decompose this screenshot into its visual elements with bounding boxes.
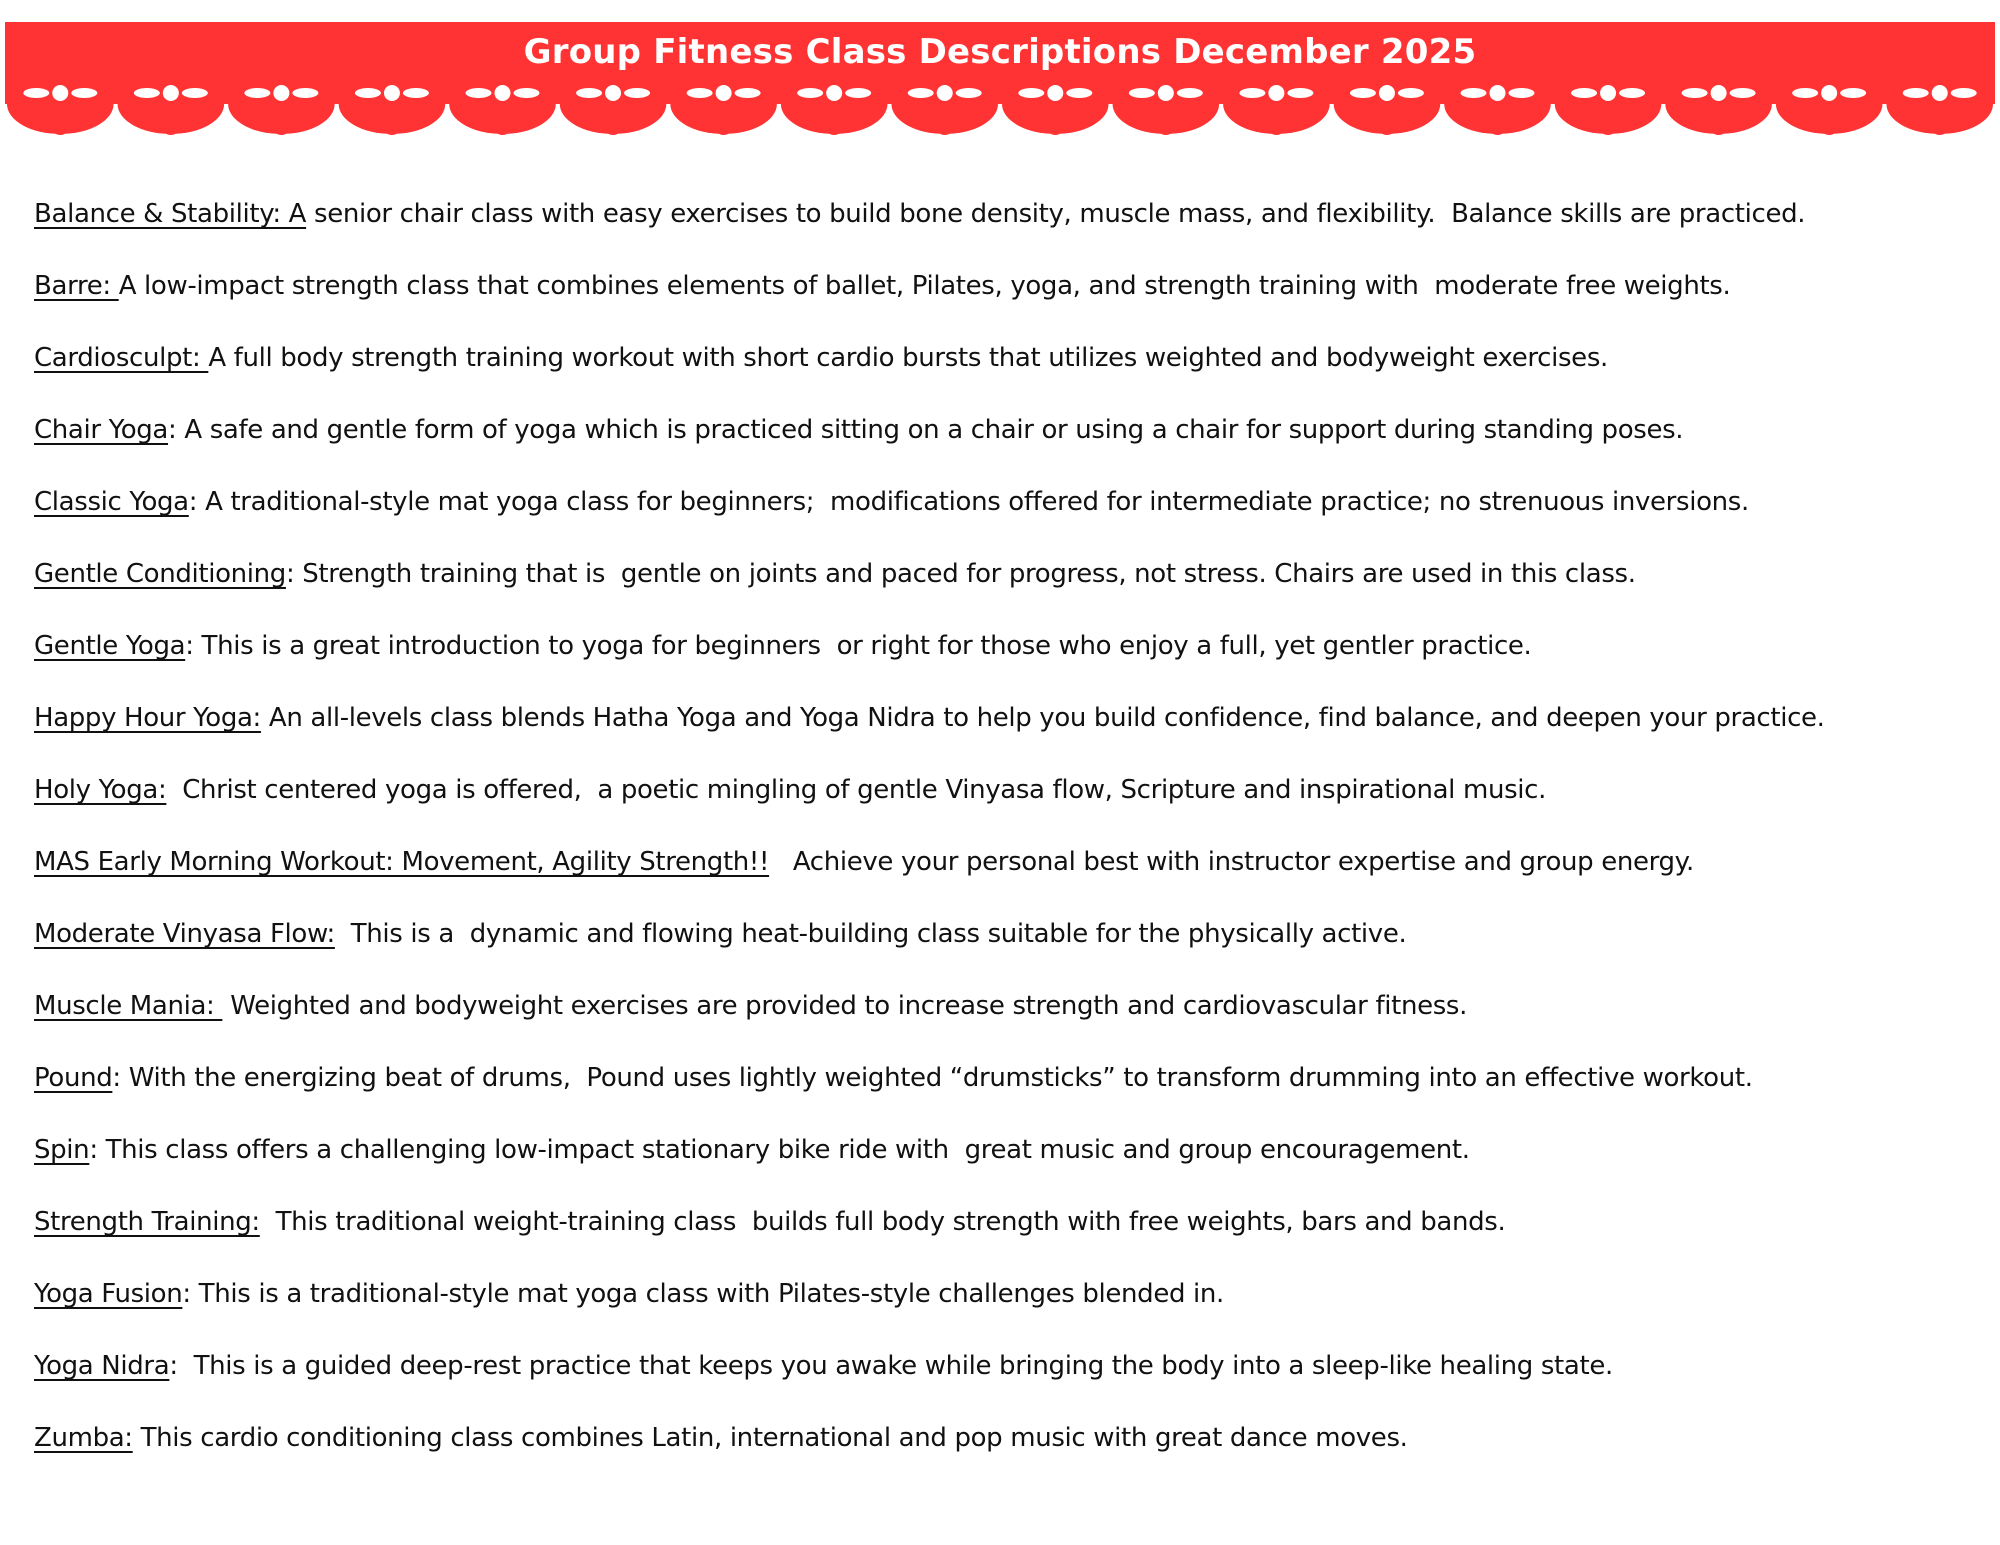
lace-dot [1711, 85, 1727, 101]
banner-scallop-bump [399, 112, 417, 130]
banner-scallop-bump [1726, 112, 1744, 130]
lace-dot [384, 85, 400, 101]
class-description: : This is a guided deep-rest practice that keeps you awake while bringing the body into a sleep-like healing state. [169, 1351, 1613, 1381]
banner-scallop-bump [1030, 112, 1048, 130]
lace-petal [1682, 88, 1708, 98]
banner-scallop-bump [51, 117, 69, 135]
banner-scallop-bump [1583, 112, 1601, 130]
banner-scallop-bump [1046, 117, 1064, 135]
banner-scallop-bump [952, 112, 970, 130]
banner-scallop-bump [1410, 107, 1428, 125]
banner-scallop-bump [383, 117, 401, 135]
lace-petal [403, 88, 429, 98]
banner-scallop-bump [1078, 107, 1096, 125]
banner-scallop-bump [1788, 107, 1806, 125]
banner-scallop-bump [1283, 112, 1301, 130]
banner-scallop-bump [304, 107, 322, 125]
banner-scallop-bump [67, 112, 85, 130]
lace-dot [495, 85, 511, 101]
lace-petal [1129, 88, 1155, 98]
class-description: This cardio conditioning class combines Latin, international and pop music with great dance moves. [132, 1423, 1408, 1453]
class-description: A full body strength training workout with short cardio bursts that utilizes weighted and bodyweight exercises. [208, 343, 1608, 373]
banner-scallop-bump [699, 112, 717, 130]
lace-petal [1398, 88, 1424, 98]
class-name: Spin [34, 1135, 90, 1165]
banner-scallop-bump [1062, 112, 1080, 130]
banner-scallop-bump [1947, 112, 1965, 130]
banner-scallop-bump [1489, 117, 1507, 135]
banner-scallop-bump [288, 112, 306, 130]
banner-scallop-bump [1836, 112, 1854, 130]
banner-scallop-bump [1820, 117, 1838, 135]
class-description: : With the energizing beat of drums, Pound uses lightly weighted “drumsticks” to transform drumming into an effective workout. [112, 1063, 1753, 1093]
class-entry [34, 695, 1984, 767]
banner-scallop-bump [604, 117, 622, 135]
class-entry [34, 1415, 1984, 1487]
lace-dot [1268, 85, 1284, 101]
banner-scallop-bump [715, 117, 733, 135]
banner-scallop-bump [1931, 117, 1949, 135]
class-entry [34, 335, 1984, 407]
lace-petal [797, 88, 823, 98]
banner-scallop-bump [1473, 112, 1491, 130]
banner-scallop-bump [747, 107, 765, 125]
lace-petal [182, 88, 208, 98]
lace-petal [1951, 88, 1977, 98]
lace-petal [1903, 88, 1929, 98]
class-description: : This is a traditional-style mat yoga class with Pilates-style challenges blended in. [182, 1279, 1224, 1309]
class-name: Gentle Yoga [34, 631, 186, 661]
class-name: Balance & Stability: A [34, 199, 307, 229]
lace-dot [716, 85, 732, 101]
class-name: Chair Yoga [34, 415, 169, 445]
banner-scallop-bump [351, 107, 369, 125]
lace-dot [937, 85, 953, 101]
class-name: MAS Early Morning Workout: Movement, Agility Strength!! [34, 847, 770, 877]
class-name: Barre: [34, 271, 119, 301]
class-entry [34, 767, 1984, 839]
banner-scallop-bump [904, 107, 922, 125]
banner-scallop-bump [857, 107, 875, 125]
lace-petal [1177, 88, 1203, 98]
banner-scallop-bump [1915, 112, 1933, 130]
class-entry [34, 839, 1984, 911]
lace-petal [134, 88, 160, 98]
banner-scallop-bump [572, 107, 590, 125]
class-description: : A safe and gentle form of yoga which is practiced sitting on a chair or using a chair for support during standing poses. [168, 415, 1684, 445]
lace-petal [908, 88, 934, 98]
class-description: : A traditional-style mat yoga class for beginners; modifications offered for intermediate practice; no strenuous inversions. [188, 487, 1749, 517]
lace-petal [956, 88, 982, 98]
banner-scallop-bump [1567, 107, 1585, 125]
banner-scallop-bump [1173, 112, 1191, 130]
banner-scallop-bump [415, 107, 433, 125]
lace-petal [466, 88, 492, 98]
header-banner [5, 22, 1995, 140]
banner-scallop-bump [1804, 112, 1822, 130]
banner-scallop-bump [1394, 112, 1412, 130]
class-description: : This is a great introduction to yoga for beginners or right for those who enjoy a full, yet gentler practice. [185, 631, 1532, 661]
banner-scallop-bump [825, 117, 843, 135]
lace-petal [23, 88, 49, 98]
banner-scallop-bump [793, 107, 811, 125]
class-description: senior chair class with easy exercises to build bone density, muscle mass, and flexibility. Balance skills are practiced. [306, 199, 1806, 229]
lace-dot [605, 85, 621, 101]
class-description: Achieve your personal best with instructor expertise and group energy. [769, 847, 1694, 877]
lace-petal [735, 88, 761, 98]
lace-dot [52, 85, 68, 101]
class-entry [34, 479, 1984, 551]
banner-scallop-bump [1235, 107, 1253, 125]
banner-scallop-bump [1694, 112, 1712, 130]
banner-scallop-bump [1157, 117, 1175, 135]
class-name: Gentle Conditioning [34, 559, 286, 589]
class-name: Happy Hour Yoga: [34, 703, 261, 733]
class-entry [34, 191, 1984, 263]
banner-scallop-bump [194, 107, 212, 125]
lace-petal [1509, 88, 1535, 98]
lace-dot [1379, 85, 1395, 101]
banner-scallop-bump [1852, 107, 1870, 125]
banner-scallop-bump [731, 112, 749, 130]
lace-dot [163, 85, 179, 101]
banner-scallop-bump [1378, 117, 1396, 135]
lace-petal [845, 88, 871, 98]
class-name: Yoga Fusion [34, 1279, 183, 1309]
lace-petal [1350, 88, 1376, 98]
banner-scallop-bump [636, 107, 654, 125]
lace-dot [1490, 85, 1506, 101]
class-description: Weighted and bodyweight exercises are provided to increase strength and cardiovascular fitness. [222, 991, 1468, 1021]
banner-scallop-bump [1963, 107, 1981, 125]
banner-scallop-bump [968, 107, 986, 125]
banner-scallop-bump [1346, 107, 1364, 125]
class-description: This is a dynamic and flowing heat-building class suitable for the physically active. [334, 919, 1407, 949]
lace-petal [576, 88, 602, 98]
banner-scallop-bump [1742, 107, 1760, 125]
banner-scallop-bump [1014, 107, 1032, 125]
lace-petal [1239, 88, 1265, 98]
banner-scallop-bump [1299, 107, 1317, 125]
banner-scallop-bump [178, 112, 196, 130]
class-name: Yoga Nidra [34, 1351, 170, 1381]
lace-petal [1461, 88, 1487, 98]
class-name: Pound [34, 1063, 113, 1093]
lace-petal [1571, 88, 1597, 98]
banner-scallop-bump [1678, 107, 1696, 125]
banner-scallop-bump [620, 112, 638, 130]
lace-petal [624, 88, 650, 98]
lace-dot [1047, 85, 1063, 101]
banner-scallop-bump [256, 112, 274, 130]
lace-dot [826, 85, 842, 101]
lace-dot [1158, 85, 1174, 101]
class-name: Holy Yoga: [34, 775, 167, 805]
class-description: : Strength training that is gentle on joints and paced for progress, not stress. Chairs are used in this class. [285, 559, 1636, 589]
class-entry [34, 623, 1984, 695]
class-name: Classic Yoga [34, 487, 189, 517]
lace-petal [355, 88, 381, 98]
class-entry [34, 911, 1984, 983]
lace-petal [1287, 88, 1313, 98]
class-description: This traditional weight-training class builds full body strength with free weights, bars and bands. [259, 1207, 1506, 1237]
class-entry [34, 1343, 1984, 1415]
class-entry [34, 1199, 1984, 1271]
banner-scallop-bump [272, 117, 290, 135]
banner-scallop-bump [936, 117, 954, 135]
banner-scallop-bump [1189, 107, 1207, 125]
class-description: Christ centered yoga is offered, a poetic mingling of gentle Vinyasa flow, Scripture and inspirational music. [166, 775, 1547, 805]
class-name: Zumba: [34, 1423, 133, 1453]
banner-scallop-bump [1362, 112, 1380, 130]
banner-scallop-bump [1899, 107, 1917, 125]
class-description-list [34, 191, 1984, 1487]
banner-scallop-bump [1631, 107, 1649, 125]
class-entry [34, 263, 1984, 335]
class-name: Cardiosculpt: [34, 343, 209, 373]
banner-scallop-bump [146, 112, 164, 130]
banner-scallop-bump [240, 107, 258, 125]
banner-scallop-bump [920, 112, 938, 130]
lace-petal [292, 88, 318, 98]
banner-scallop-bump [1251, 112, 1269, 130]
class-entry [34, 1271, 1984, 1343]
class-entry [34, 983, 1984, 1055]
class-name: Moderate Vinyasa Flow: [34, 919, 335, 949]
class-description: : This class offers a challenging low-impact stationary bike ride with great music and group encouragement. [89, 1135, 1470, 1165]
lace-petal [1619, 88, 1645, 98]
lace-dot [273, 85, 289, 101]
banner-scallop-bump [809, 112, 827, 130]
banner-scallop-bump [478, 112, 496, 130]
lace-petal [71, 88, 97, 98]
lace-dot [1600, 85, 1616, 101]
banner-scallop-bump [494, 117, 512, 135]
class-description: An all-levels class blends Hatha Yoga and Yoga Nidra to help you build confidence, find balance, and deepen your practice. [260, 703, 1825, 733]
lace-petal [1066, 88, 1092, 98]
banner-scallop-bump [1599, 117, 1617, 135]
lace-petal [687, 88, 713, 98]
banner-scallop-bump [1141, 112, 1159, 130]
banner-scallop-bump [1125, 107, 1143, 125]
banner-scallop-bump [462, 107, 480, 125]
lace-petal [1018, 88, 1044, 98]
banner-scallop-bump [162, 117, 180, 135]
banner-scallop-bump [1615, 112, 1633, 130]
banner-scallop-bump [526, 107, 544, 125]
lace-petal [1730, 88, 1756, 98]
lace-petal [1792, 88, 1818, 98]
page-title: Group Fitness Class Descriptions December 2025 [523, 32, 1477, 72]
banner-scallop-bump [683, 107, 701, 125]
class-entry [34, 407, 1984, 479]
class-name: Muscle Mania: [34, 991, 223, 1021]
class-entry [34, 551, 1984, 623]
lace-petal [1840, 88, 1866, 98]
banner-scallop-bump [367, 112, 385, 130]
lace-petal [514, 88, 540, 98]
banner-scallop-bump [1521, 107, 1539, 125]
banner-scallop-bump [35, 112, 53, 130]
banner-scallop-bump [1267, 117, 1285, 135]
banner-scallop-bump [19, 107, 37, 125]
banner-scallop-bump [510, 112, 528, 130]
banner-scallop-bump [130, 107, 148, 125]
banner-scallop-bump [588, 112, 606, 130]
lace-petal [244, 88, 270, 98]
banner-scallop-bump [1457, 107, 1475, 125]
banner-scallop-bump [1505, 112, 1523, 130]
class-description: A low-impact strength class that combines elements of ballet, Pilates, yoga, and strength training with moderate free weights. [118, 271, 1731, 301]
lace-dot [1821, 85, 1837, 101]
banner-scallop-bump [83, 107, 101, 125]
banner-scallop-bump [841, 112, 859, 130]
banner-scallop-bump [1710, 117, 1728, 135]
lace-dot [1932, 85, 1948, 101]
class-entry [34, 1055, 1984, 1127]
class-name: Strength Training: [34, 1207, 260, 1237]
class-entry [34, 1127, 1984, 1199]
